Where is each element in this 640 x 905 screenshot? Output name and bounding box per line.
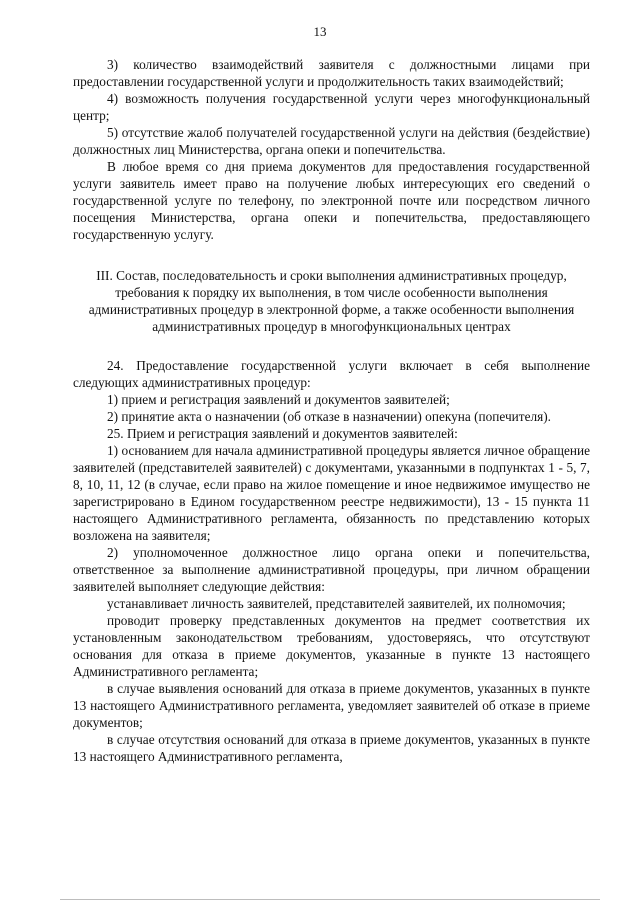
paragraph: 4) возможность получения государственной услуги через многофункциональный центр; [73, 91, 590, 123]
paragraph: устанавливает личность заявителей, представителей заявителей, их полномочия; [107, 596, 566, 611]
paragraph: 5) отсутствие жалоб получателей государственной услуги на действия (бездействие) должностных лиц Министерства, органа опеки и попечительства. [73, 125, 590, 157]
paragraph: 1) основанием для начала административной процедуры является личное обращение заявителей (представителей заявителей) с документами, указанными в подпунктах 1 - 5, 7, 8, 10, 11, 12 (в случае, если право на жилое помещение и иное недвижимое имущество не зарегистрировано в Едином государственном реестре недвижимости), 13 - 15 пункта 11 настоящего Административного регламента, обязанность по представлению которых возложена на заявителя; [73, 443, 590, 543]
paragraph: 24. Предоставление государственной услуги включает в себя выполнение следующих административных процедур: [73, 358, 590, 390]
page-bottom-edge [60, 899, 600, 900]
page-number: 13 [313, 24, 327, 39]
paragraph: 3) количество взаимодействий заявителя с должностными лицами при предоставлении государственной услуги и продолжительность таких взаимодействий; [73, 57, 590, 89]
paragraph: 2) принятие акта о назначении (об отказе в назначении) опекуна (попечителя). [107, 409, 552, 424]
paragraph: 25. Прием и регистрация заявлений и документов заявителей: [107, 426, 458, 441]
document-body [73, 56, 590, 765]
paragraph: в случае выявления оснований для отказа в приеме документов, указанных в пункте 13 настоящего Административного регламента, уведомляет заявителей об отказе в приеме документов; [73, 681, 590, 730]
paragraph: 1) прием и регистрация заявлений и документов заявителей; [107, 392, 450, 407]
paragraph: 2) уполномоченное должностное лицо органа опеки и попечительства, ответственное за выполнение административной процедуры, при личном обращении заявителей выполняет следующие действия: [73, 545, 590, 594]
paragraph: проводит проверку представленных документов на предмет соответствия их установленным законодательством требованиям, удостоверяясь, что отсутствуют основания для отказа в приеме документов, указанные в пункте 13 настоящего Административного регламента; [73, 613, 590, 679]
paragraph: В любое время со дня приема документов для предоставления государственной услуги заявитель имеет право на получение любых интересующих его сведений о государственной услуге по телефону, по электронной почте или посредством личного посещения Министерства, органа опеки и попечительства, предоставляющего государственную услугу. [73, 159, 590, 242]
paragraph: в случае отсутствия оснований для отказа в приеме документов, указанных в пункте 13 настоящего Административного регламента, [73, 732, 590, 764]
section-heading: III. Состав, последовательность и сроки выполнения административных процедур, требования к порядку их выполнения, в том числе особенности выполнения административных процедур в электронной форме, а также особенности выполнения административных процедур в многофункциональных центрах [88, 268, 575, 334]
